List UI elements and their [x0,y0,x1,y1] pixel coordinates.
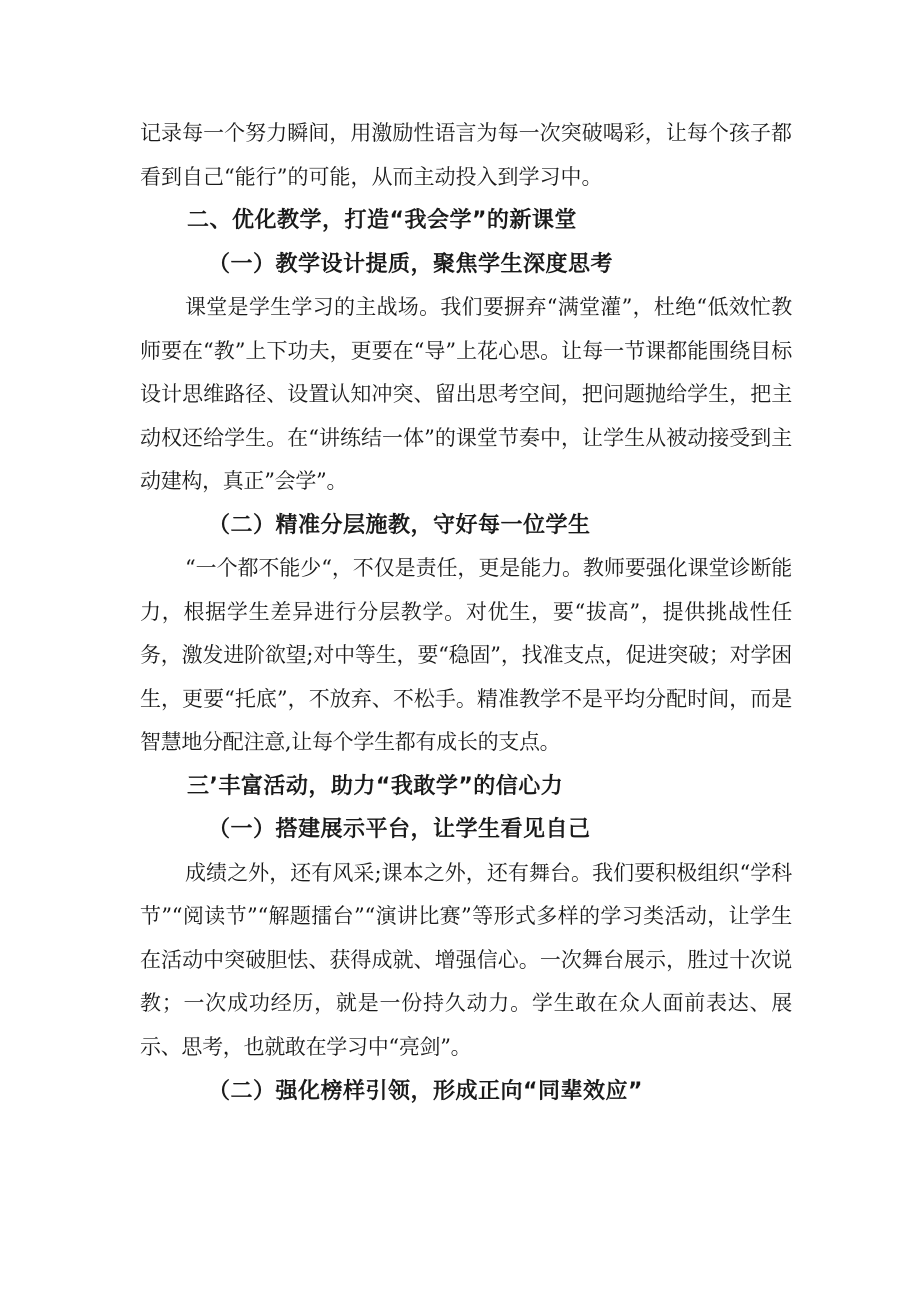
document-page [140,112,792,1114]
section-heading-3: 三’丰富活动，助力“我敢学”的信心力 [187,773,564,799]
paragraph-tiered-teaching: “一个都不能少“，不仅是责任，更是能力。教师要强化课堂诊断能力，根据学生差异进行分层教学。对优生，要“拔高”，提供挑战性任务，激发进阶欲望;对中等生，要“稳固”，找准支点，促进突破；对学困生，更要“托底”，不放弃、不松手。精准教学不是平均分配时间，而是智慧地分配注意,让每个学生都有成长的支点。 [140,556,792,754]
paragraph-teaching-design: 课堂是学生学习的主战场。我们要摒弃“满堂灌”，杜绝“低效忙教师要在“教”上下功夫，更要在“导”上花心思。让每一节课都能围绕目标设计思维路径、设置认知冲突、留出思考空间，把问题抛给学生，把主动权还给学生。在“讲练结一体”的课堂节奏中，让学生从被动接受到主动建构，真正”会学”。 [140,295,792,493]
paragraph-intro-continuation: 记录每一个努力瞬间，用激励性语言为每一次突破喝彩，让每个孩子都看到自己“能行”的可能，从而主动投入到学习中。 [140,121,792,189]
section-heading-2: 二、优化教学，打造“我会学”的新课堂 [187,208,577,233]
subsection-heading-3-1: （一）搭建展示平台，让学生看见自己 [208,817,591,842]
paragraph-showcase-platform: 成绩之外，还有风采;课本之外，还有舞台。我们要积极组织“学科节”“阅读节”“解题擂台”“演讲比赛”等形式多样的学习类活动，让学生在活动中突破胆怯、获得成就、增强信心。一次舞台展示，胜过十次说教；一次成功经历，就是一份持久动力。学生敢在众人面前表达、展示、思考，也就敢在学习中“亮剑”。 [140,860,792,1059]
subsection-heading-3-2: （二）强化榜样引领，形成正向“同辈效应” [208,1079,643,1104]
subsection-heading-2-2: （二）精准分层施教，守好每一位学生 [208,512,591,538]
subsection-heading-2-1: （一）教学设计提质，聚焦学生深度思考 [208,251,614,277]
